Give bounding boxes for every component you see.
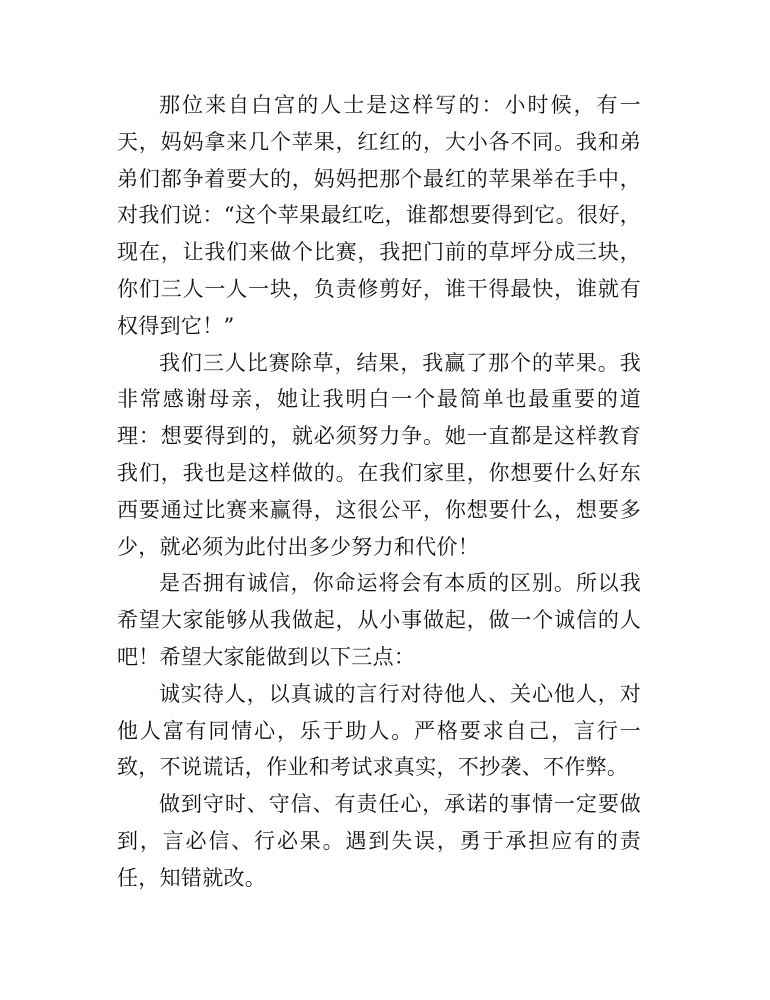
paragraph-integrity-call: 是否拥有诚信，你命运将会有本质的区别。所以我希望大家能够从我做起，从小事做起，做一个诚信的人吧！希望大家能做到以下三点： (117, 571, 641, 669)
paragraph-apple-story: 那位来自白宫的人士是这样写的：小时候，有一天，妈妈拿来几个苹果，红红的，大小各不同。我和弟弟们都争着要大的，妈妈把那个最红的苹果举在手中，对我们说：“这个苹果最红吃，谁都想要得到它。很好，现在，让我们来做个比赛，我把门前的草坪分成三块，你们三人一人一块，负责修剪好，谁干得最快，谁就有权得到它！” (117, 93, 641, 338)
document-body (117, 87, 641, 897)
paragraph-responsibility: 做到守时、守信、有责任心，承诺的事情一定要做到，言必信、行必果。遇到失误，勇于承担应有的责任，知错就改。 (117, 792, 641, 890)
paragraph-honesty: 诚实待人，以真诚的言行对待他人、关心他人，对他人富有同情心，乐于助人。严格要求自己，言行一致，不说谎话，作业和考试求真实，不抄袭、不作弊。 (117, 681, 641, 780)
paragraph-weeding-contest: 我们三人比赛除草，结果，我赢了那个的苹果。我非常感谢母亲，她让我明白一个最简单也最重要的道理：想要得到的，就必须努力争。她一直都是这样教育我们，我也是这样做的。在我们家里，你想要什么好东西要通过比赛来赢得，这很公平，你想要什么，想要多少，就必须为此付出多少努力和代价！ (117, 350, 641, 559)
